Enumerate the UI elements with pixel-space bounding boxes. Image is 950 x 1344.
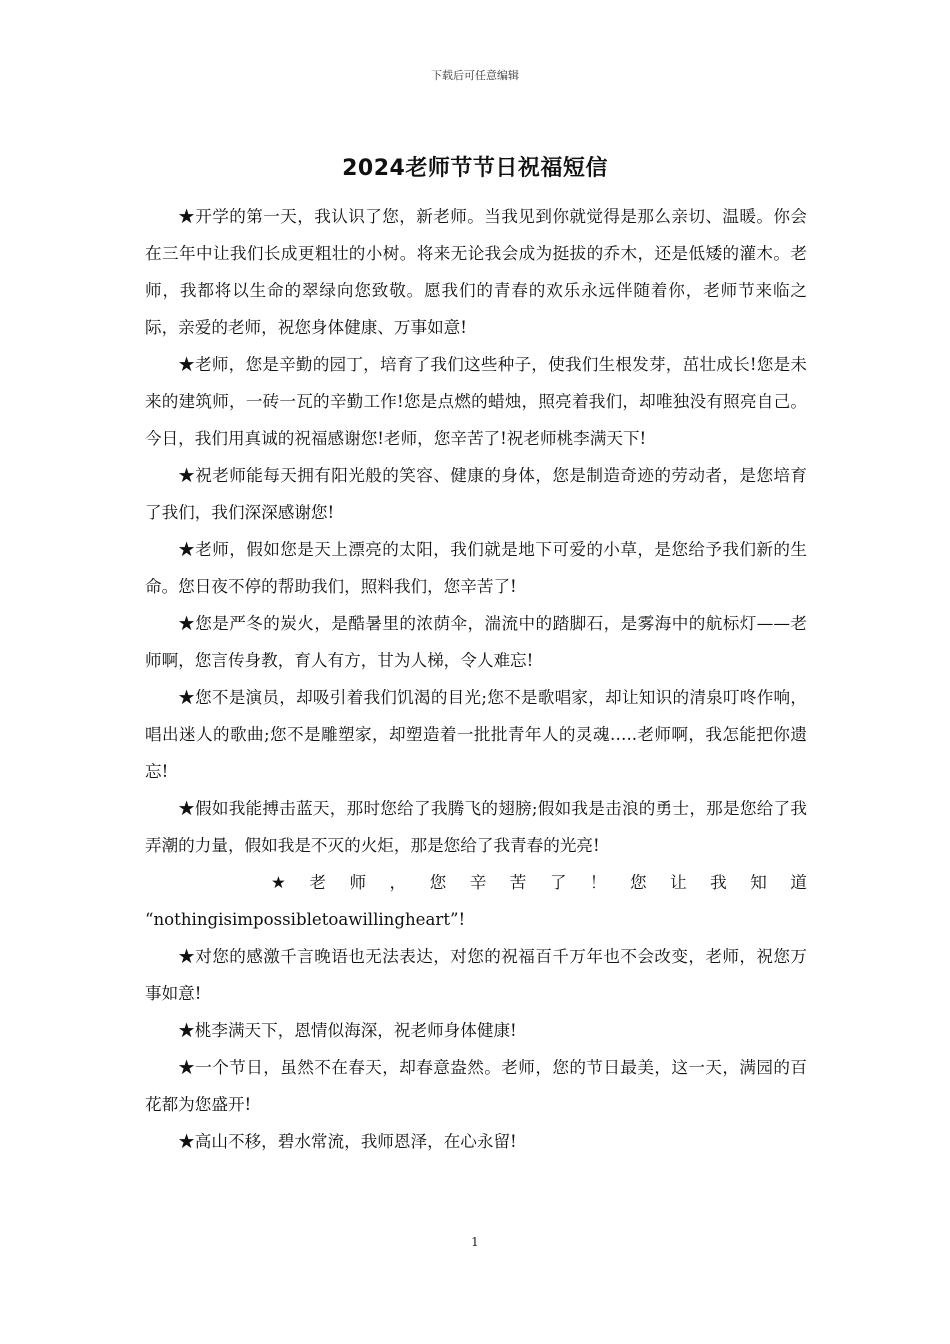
- paragraph: ★假如我能搏击蓝天，那时您给了我腾飞的翅膀;假如我是击浪的勇士，那是您给了我弄潮的力量，假如我是不灭的火炬，那是您给了我青春的光亮!: [145, 799, 807, 855]
- paragraph: ★高山不移，碧水常流，我师恩泽，在心永留!: [178, 1132, 517, 1151]
- paragraph: ★您不是演员，却吸引着我们饥渴的目光;您不是歌唱家，却让知识的清泉叮咚作响，唱出迷人的歌曲;您不是雕塑家，却塑造着一批批青年人的灵魂…..老师啊，我怎能把你遗忘!: [145, 688, 807, 781]
- spread-char: 我: [710, 873, 727, 892]
- page-header-note: 下载后可任意编辑: [431, 69, 519, 82]
- document-title: 2024老师节节日祝福短信: [342, 156, 608, 181]
- paragraph: ★一个节日，虽然不在春天，却春意盎然。老师，您的节日最美，这一天，满园的百花都为您盛开!: [145, 1058, 807, 1114]
- spread-char: 苦: [509, 873, 527, 892]
- document-body: [145, 198, 807, 1160]
- spread-char: ！: [589, 873, 607, 892]
- spread-char: 了: [549, 873, 567, 892]
- spread-paragraph: [145, 864, 807, 938]
- paragraph: ★老师，假如您是天上漂亮的太阳，我们就是地下可爱的小草，是您给予我们新的生命。您日夜不停的帮助我们，照料我们，您辛苦了!: [145, 540, 807, 596]
- spread-char: 让: [670, 873, 687, 892]
- page-number: 1: [471, 1235, 479, 1249]
- spread-char: ★: [271, 873, 286, 892]
- spread-char: 老: [309, 873, 326, 892]
- spread-char: 您: [429, 873, 447, 892]
- spread-char: 您: [630, 873, 647, 892]
- paragraph: ★对您的感激千言晚语也无法表达，对您的祝福百千万年也不会改变，老师，祝您万事如意!: [145, 947, 807, 1003]
- spread-char: 师: [349, 873, 367, 892]
- paragraph: ★桃李满天下，恩情似海深，祝老师身体健康!: [178, 1021, 517, 1040]
- paragraph: ★开学的第一天，我认识了您，新老师。当我见到你就觉得是那么亲切、温暖。你会在三年中让我们长成更粗壮的小树。将来无论我会成为挺拔的乔木，还是低矮的灌木。老师，我都将以生命的翠绿向您致敬。愿我们的青春的欢乐永远伴随着你，老师节来临之际，亲爱的老师，祝您身体健康、万事如意!: [145, 207, 807, 337]
- spread-char: 辛: [469, 873, 487, 892]
- paragraph: ★您是严冬的炭火，是酷暑里的浓荫伞，湍流中的踏脚石，是雾海中的航标灯——老师啊，您言传身教，育人有方，甘为人梯，令人难忘!: [145, 614, 807, 670]
- spread-line: [145, 864, 807, 901]
- spread-char: ，: [389, 873, 407, 892]
- paragraph: ★祝老师能每天拥有阳光般的笑容、健康的身体，您是制造奇迹的劳动者，是您培育了我们，我们深深感谢您!: [145, 466, 807, 522]
- spread-char: 道: [790, 873, 807, 892]
- spread-line-end: “nothingisimpossibletoawillingheart”!: [145, 910, 466, 929]
- paragraph: ★老师，您是辛勤的园丁，培育了我们这些种子，使我们生根发芽，茁壮成长!您是未来的建筑师，一砖一瓦的辛勤工作!您是点燃的蜡烛，照亮着我们，却唯独没有照亮自己。今日，我们用真诚的祝福感谢您!老师，您辛苦了!祝老师桃李满天下!: [145, 355, 807, 448]
- spread-char: 知: [750, 873, 767, 892]
